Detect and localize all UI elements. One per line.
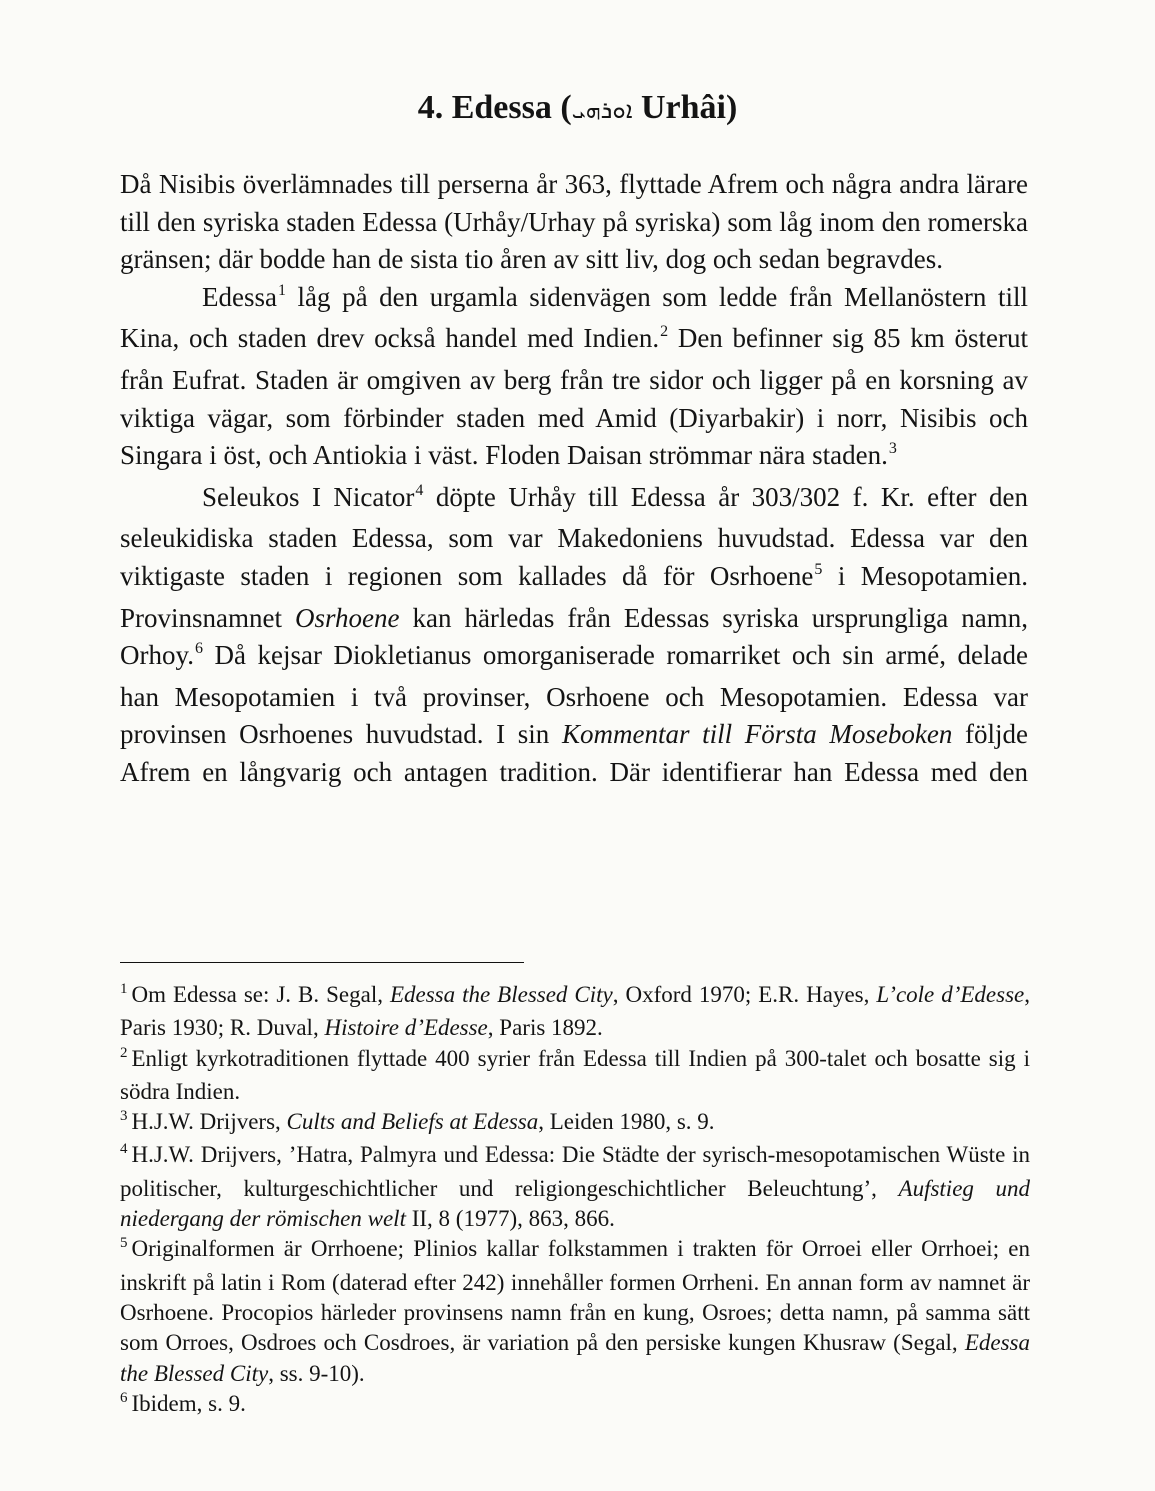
footnote bbox=[120, 1389, 1030, 1422]
chapter-title bbox=[0, 84, 1155, 134]
paragraph bbox=[120, 279, 1028, 479]
text-run: döpte Urhåy till Edessa år 303/302 f. Kr. efter den seleukidiska staden Edessa, som var Makedoniens huvudstad. Edessa var den viktigaste staden i regionen som kallades då för Osrhoene bbox=[120, 481, 1029, 591]
text-run: Edessa bbox=[202, 281, 277, 312]
italic-title: Edessa the Blessed City bbox=[120, 1330, 1030, 1386]
text-run: låg på den urgamla sidenvägen som ledde från Mellanöstern till Kina, och staden drev också handel med Indien. bbox=[120, 281, 1028, 354]
text-run: Enligt kyrkotraditionen flyttade 400 syrier från Edessa till Indien på 300-talet och bosatte sig i södra Indien. bbox=[120, 1045, 1030, 1104]
footnote-number: 6 bbox=[120, 1389, 128, 1406]
footnote bbox=[120, 1044, 1030, 1108]
italic-title: Cults and Beliefs at Edessa bbox=[286, 1109, 539, 1135]
text-run: , Leiden 1980, s. 9. bbox=[538, 1109, 715, 1135]
text-run: , Paris 1892. bbox=[487, 1015, 603, 1041]
footnote-number: 4 bbox=[120, 1141, 128, 1158]
title-open-paren: ( bbox=[560, 89, 572, 126]
footnote-marker: 3 bbox=[888, 440, 897, 458]
footnote-number: 2 bbox=[120, 1044, 128, 1061]
footnote-number: 5 bbox=[120, 1235, 128, 1252]
text-run: Då Nisibis överlämnades till perserna år 363, flyttade Afrem och några andra lärare till den syriska staden Edessa (Urhåy/Urhay på syriska) som låg inom den romerska gränsen; där bodde han de sista tio åren av sitt liv, dog och sedan begravdes. bbox=[120, 169, 1028, 275]
footnote bbox=[120, 1234, 1030, 1388]
text-run: Om Edessa se: J. B. Segal, bbox=[131, 982, 390, 1007]
footnote bbox=[120, 980, 1030, 1044]
title-main: 4. Edessa bbox=[417, 89, 552, 126]
footnote bbox=[120, 1140, 1030, 1234]
footnote-number: 3 bbox=[120, 1108, 128, 1125]
text-run: Ibidem, s. 9. bbox=[131, 1390, 246, 1416]
text-run: kan härledas från Edessas syriska ursprungliga namn, Orhoy. bbox=[120, 602, 1028, 671]
footnote bbox=[120, 1107, 1030, 1140]
footnote-number: 1 bbox=[120, 981, 128, 997]
text-run: Då kejsar Diokletianus omorganiserade romarriket och sin armé, delade han Mesopotamien i två provinser, Osrhoene och Mesopotamien. Edessa var provinsen Osrhoenes huvudstad. I sin bbox=[120, 640, 1028, 750]
footnote-divider bbox=[120, 962, 524, 963]
text-run: H.J.W. Drijvers, ’Hatra, Palmyra und Edessa: Die Städte der syrisch-mesopotamischen Wüste in politischer, kulturgeschichtlicher und religiongeschichtlicher Beleuchtung’, bbox=[120, 1142, 1030, 1201]
text-run: i Mesopotamien. Provinsnamnet bbox=[120, 560, 1028, 633]
italic-title: Edessa the Blessed City bbox=[389, 982, 613, 1007]
italic-title: Osrhoene bbox=[294, 602, 400, 633]
text-run: Den befinner sig 85 km österut från Eufrat. Staden är omgiven av berg från tre sidor och ligger på en korsning av viktiga vägar, som förbinder staden med Amid (Diyarbakir) i norr, Nisibis och Singara i öst, och Antiokia i väst. Floden Daisan strömmar nära staden. bbox=[120, 323, 1029, 471]
footnote-marker: 2 bbox=[660, 323, 669, 341]
title-syriac-script: ܐܘܪܗܝ bbox=[571, 96, 633, 124]
italic-title: Kommentar till Första Moseboken bbox=[561, 719, 953, 750]
text-run: H.J.W. Drijvers, bbox=[131, 1109, 287, 1135]
italic-title: L’cole d’Edesse bbox=[876, 982, 1025, 1007]
footnote-marker: 1 bbox=[277, 281, 286, 299]
text-run: , Oxford 1970; E.R. Hayes, bbox=[612, 982, 877, 1007]
text-run: II, 8 (1977), 863, 866. bbox=[405, 1206, 615, 1232]
text-run: följde Afrem en långvarig och antagen tradition. Där identifierar han Edessa med den bbox=[120, 719, 1029, 787]
text-run: Seleukos I Nicator bbox=[202, 481, 415, 512]
text-run: , ss. 9-10). bbox=[268, 1360, 365, 1386]
paragraph bbox=[120, 479, 1028, 792]
footnotes bbox=[120, 980, 1030, 1422]
text-run: Originalformen är Orrhoene; Plinios kallar folkstammen i trakten för Orroei eller Orrhoei; en inskrift på latin i Rom (daterad efter 242) innehåller formen Orrheni. En annan form av namnet är Osrhoene. Procopios härleder provinsens namn från en kung, Osroes; detta namn, på samma sätt som Orroes, Osdroes och Cosdroes, är variation på den persiske kungen Khusraw (Segal, bbox=[120, 1236, 1030, 1356]
italic-title: Aufstieg und niedergang der römischen welt bbox=[120, 1175, 1031, 1232]
footnote-marker: 6 bbox=[195, 640, 203, 658]
text-run: , Paris 1930; R. Duval, bbox=[120, 982, 1031, 1041]
italic-title: Histoire d’Edesse bbox=[324, 1015, 488, 1041]
footnote-marker: 4 bbox=[415, 481, 424, 499]
title-latin-name: Urhâi) bbox=[640, 89, 738, 126]
paragraph bbox=[120, 166, 1028, 279]
main-text bbox=[120, 166, 1028, 792]
footnote-marker: 5 bbox=[814, 560, 823, 578]
